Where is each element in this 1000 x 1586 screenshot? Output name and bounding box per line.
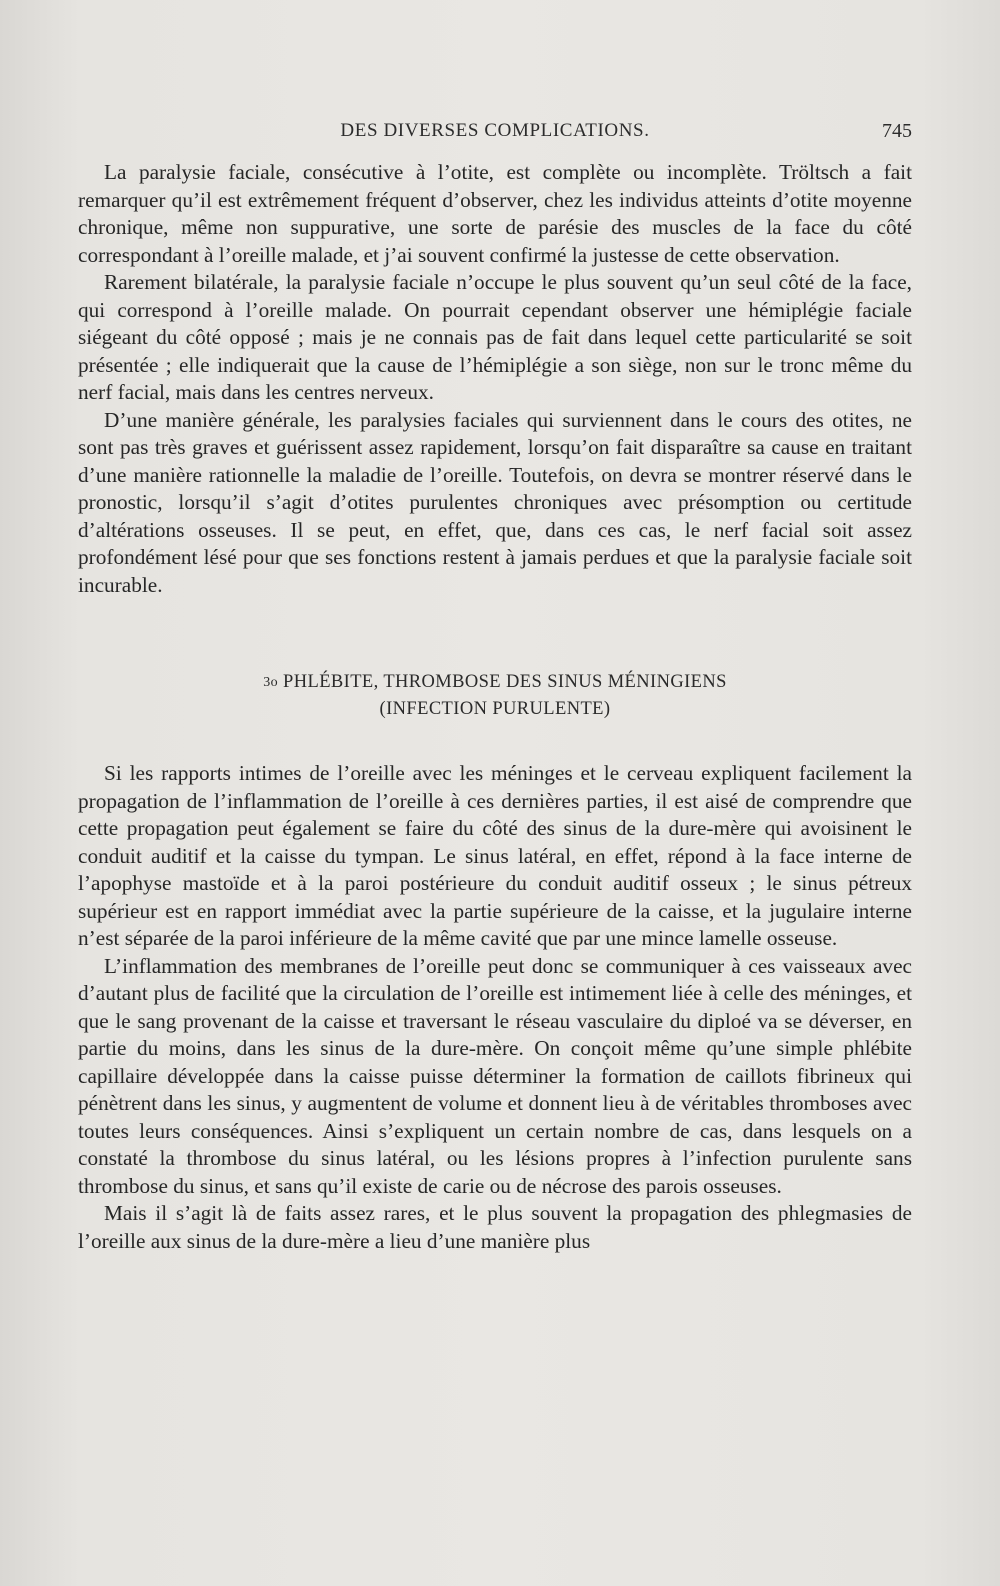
body-text bbox=[78, 159, 912, 1255]
paragraph-inflammation: L’inflammation des membranes de l’oreille peut donc se communiquer à ces vaisseaux avec d’autant plus de facilité que la circulation de l’oreille est intimement liée à celle des méninges, et que le sang provenant de la caisse et traversant le réseau vasculaire du diploé va se déverser, en partie du moins, dans les sinus de la dure-mère. On conçoit même qu’une simple phlébite capillaire développée dans la caisse puisse déterminer la formation de caillots fibrineux qui pénètrent dans les sinus, y augmentent de volume et donnent lieu à de véritables thromboses avec toutes leurs conséquences. Ainsi s’expliquent un certain nombre de cas, dans lesquels on a constaté la thrombose du sinus latéral, ou les lésions propres à l’infection purulente sans thrombose du sinus, et sans qu’il existe de carie ou de nécrose des parois osseuses. bbox=[78, 953, 912, 1198]
paragraph-prognosis: D’une manière générale, les paralysies faciales qui surviennent dans le cours des otites, ne sont pas très graves et guérissent assez rapidement, lorsqu’on fait disparaître sa cause en traitant d’une manière rationnelle la maladie de l’oreille. Toutefois, on devra se montrer réservé dans le pronostic, lorsqu’il s’agit d’otites purulentes chroniques avec présomption ou certitude d’altérations osseuses. Il se peut, en effet, que, dans ces cas, le nerf facial soit assez profondément lésé pour que ses fonctions restent à jamais perdues et que la paralysie faciale soit incurable. bbox=[78, 407, 912, 597]
page-number: 745 bbox=[882, 120, 912, 142]
running-title: DES DIVERSES COMPLICATIONS. bbox=[340, 120, 650, 141]
section-subtitle: (INFECTION PURULENTE) bbox=[379, 699, 611, 719]
section-heading bbox=[78, 669, 912, 722]
paragraph-facial-paralysis: La paralysie faciale, consécutive à l’otite, est complète ou incomplète. Tröltsch a fait remarquer qu’il est extrêmement fréquent d’observer, chez les individus atteints d’otite moyenne chronique, même non suppurative, une sorte de parésie des muscles de la face du côté correspondant à l’oreille malade, et j’ai souvent confirmé la justesse de cette observation. bbox=[78, 160, 912, 267]
section-ordinal: 3o bbox=[263, 675, 279, 690]
paragraph-bilateral: Rarement bilatérale, la paralysie faciale n’occupe le plus souvent qu’un seul côté de la face, qui correspond à l’oreille malade. On pourrait cependant observer une hémiplégie faciale siégeant du côté opposé ; mais je ne connais pas de fait dans lequel cette particularité se soit présentée ; elle indiquerait que la cause de l’hémiplégie a son siège, non sur le tronc même du nerf facial, mais dans les centres nerveux. bbox=[78, 270, 912, 404]
section-title: PHLÉBITE, THROMBOSE DES SINUS MÉNINGIENS bbox=[283, 672, 727, 692]
section-title-line1 bbox=[78, 669, 912, 696]
page-header bbox=[78, 120, 912, 150]
paragraph-rare-facts: Mais il s’agit là de faits assez rares, et le plus souvent la propagation des phlegmasies de l’oreille aux sinus de la dure-mère a lieu d’une manière plus bbox=[78, 1201, 912, 1253]
paragraph-intimate-relations: Si les rapports intimes de l’oreille avec les méninges et le cerveau expliquent facilement la propagation de l’inflammation de l’oreille à ces dernières parties, il est aisé de comprendre que cette propagation peut également se faire du côté des sinus de la dure-mère qui avoisinent le conduit auditif et la caisse du tympan. Le sinus latéral, en effet, répond à la face interne de l’apophyse mastoïde et à la paroi postérieure du conduit auditif osseux ; le sinus pétreux supérieur est en rapport immédiat avec la partie supérieure de la caisse, et la jugulaire interne n’est séparée de la paroi inférieure de la même cavité que par une mince lamelle osseuse. bbox=[78, 761, 912, 950]
